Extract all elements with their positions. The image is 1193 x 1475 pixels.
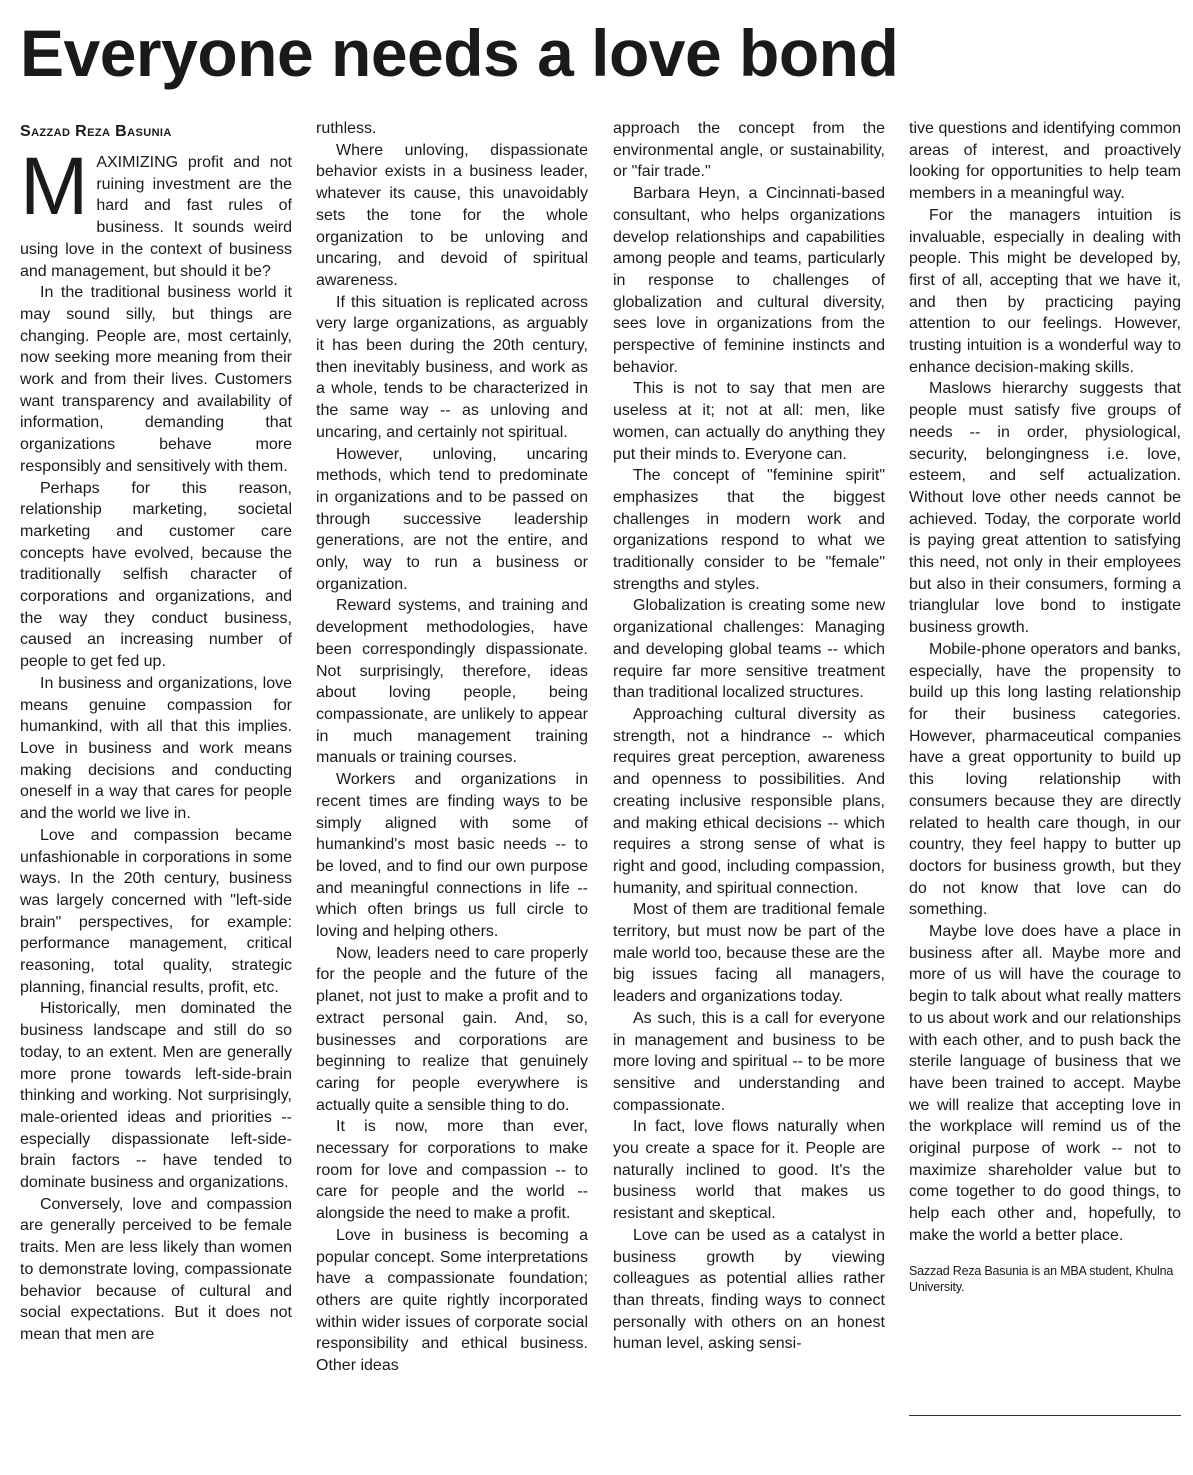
paragraph: Approaching cultural diversity as strength, not a hindrance -- which requires great perception, awareness and openness to possibilities. And creating inclusive responsible plans, and making ethical decisions -- which requires a strong sense of what is right and good, including compassion, humanity, and spiritual connection.: [613, 705, 885, 897]
paragraph: Most of them are traditional female territory, but must now be part of the male world too, because these are the big issues facing all managers, leaders and organizations today.: [613, 901, 885, 1006]
paragraph: However, unloving, uncaring methods, which tend to predominate in organizations and to be passed on through successive leadership generations, are not the entire, and only, way to run a business or organization.: [316, 445, 588, 593]
paragraph-continued: approach the concept from the environmental angle, or sustainability, or "fair trade.": [613, 120, 885, 181]
paragraph: The concept of "feminine spirit" emphasizes that the biggest challenges in modern work and organizations respond to what we traditionally consider to be "female" strengths and styles.: [613, 467, 885, 593]
paragraph-continued: tive questions and identifying common areas of interest, and proactively looking for opportunities to help team members in a meaningful way.: [909, 120, 1181, 203]
paragraph: In fact, love flows naturally when you create a space for it. People are naturally inclined to good. It's the business world that makes us resistant and skeptical.: [613, 1118, 885, 1223]
paragraph: Where unloving, dispassionate behavior exists in a business leader, whatever its cause, this unavoidably sets the tone for the whole organization to be unloving and uncaring, and devoid of spiritual awareness.: [316, 141, 588, 289]
paragraph: Historically, men dominated the business landscape and still do so today, to an extent. Men are generally more prone towards left-side-brain thinking and working. Not surprisingly, male-oriented ideas and priorities -- especially dispassionate left-side-brain factors -- have tended to dominate business and organizations.: [20, 1000, 292, 1192]
paragraph: Reward systems, and training and development methodologies, have been correspondingly dispassionate. Not surprisingly, therefore, ideas about loving people, being compassionate, are unlikely to appear in much management training manuals or training courses.: [316, 597, 588, 767]
paragraph: Conversely, love and compassion are generally perceived to be female traits. Men are less likely than women to demonstrate loving, compassionate behavior because of cultural and social expectations. But it does not mean that men are: [20, 1195, 292, 1343]
paragraph: As such, this is a call for everyone in management and business to be more loving and spiritual -- to be more sensitive and understanding and compassionate.: [613, 1009, 885, 1114]
paragraph: Globalization is creating some new organizational challenges: Managing and developing global teams -- which require far more sensitive treatment than traditional localized structures.: [613, 597, 885, 702]
column-2: [316, 118, 588, 1463]
lead-paragraph: [20, 141, 292, 282]
paragraph: For the managers intuition is invaluable, especially in dealing with people. This might be developed by, first of all, accepting that we have it, and then by practicing paying attention to our feelings. However, trusting intuition is a wonderful way to enhance decision-making skills.: [909, 206, 1181, 376]
paragraph: Maybe love does have a place in business after all. Maybe more and more of us will have the courage to begin to talk about what really matters to us about work and our relationships with each other, and to push back the sterile language of business that we have been trained to accept. Maybe we will realize that accepting love in the workplace will remind us of the original purpose of work -- not to maximize shareholder value but to come together to do good things, to help each other and, hopefully, to make the world a better place.: [909, 923, 1181, 1244]
paragraph: Love can be used as a catalyst in business growth by viewing colleagues as potential allies rather than threats, finding ways to connect personally with others on an honest human level, asking sensi-: [613, 1226, 885, 1353]
lead-text: AXIMIZING profit and not ruining investment are the hard and fast rules of business. It sounds weird using love in the context of business and management, but should it be?: [20, 154, 292, 280]
byline: Sazzad Reza Basunia: [20, 123, 172, 140]
drop-cap: M: [20, 141, 89, 232]
paragraph: This is not to say that men are useless at it; not at all: men, like women, can actually do anything they put their minds to. Everyone can.: [613, 380, 885, 463]
paragraph: It is now, more than ever, necessary for corporations to make room for love and compassion -- to care for people and the world -- alongside the need to make a profit.: [316, 1118, 588, 1223]
author-bio: Sazzad Reza Basunia is an MBA student, Khulna University.: [909, 1263, 1174, 1294]
column-3: [613, 118, 885, 1463]
paragraph: If this situation is replicated across very large organizations, as arguably it has been during the 20th century, then inevitably business, and work as a whole, tends to be characterized in the same way -- as unloving and uncaring, and certainly not spiritual.: [316, 293, 588, 441]
paragraph: In the traditional business world it may sound silly, but things are changing. People are, most certainly, now seeking more meaning from their work and from their lives. Customers want transparency and availability of information, demanding that organizations behave more responsibly and sensitively with them.: [20, 284, 292, 475]
paragraph: Perhaps for this reason, relationship marketing, societal marketing and customer care concepts have evolved, because the traditionally selfish character of corporations and organizations, and the way they conduct business, caused an increasing number of people to get fed up.: [20, 479, 292, 671]
column-1: [20, 122, 292, 1467]
paragraph: Maslows hierarchy suggests that people must satisfy five groups of needs -- in order, physiological, security, belongingness i.e. love, esteem, and self actualization. Without love other needs cannot be achieved. Today, the corporate world is paying great attention to satisfying this need, not only in their employees but also in their consumers, forming a trianglular love bond to instigate business growth.: [909, 380, 1181, 637]
headline: Everyone needs a love bond: [20, 16, 899, 90]
paragraph: Love and compassion became unfashionable in corporations in some ways. In the 20th century, business was largely concerned with "left-side brain" perspectives, for example: performance management, critical reasoning, total quality, strategic planning, financial results, profit, etc.: [20, 826, 292, 996]
paragraph: Barbara Heyn, a Cincinnati-based consultant, who helps organizations develop relationships and capabilities among people and teams, particularly in response to challenges of globalization and cultural diversity, sees love in organizations from the perspective of feminine instincts and behavior.: [613, 185, 885, 376]
paragraph: In business and organizations, love means genuine compassion for humankind, with all that this implies. Love in business and work means making decisions and conducting oneself in a way that cares for people and the world we live in.: [20, 674, 292, 823]
paragraph-continued: ruthless.: [316, 120, 377, 137]
paragraph: Now, leaders need to care properly for the people and the future of the planet, not just to make a profit and to extract personal gain. And, so, businesses and corporations are beginning to realize that genuinely caring for people everywhere is actually quite a sensible thing to do.: [316, 944, 588, 1114]
paragraph: Mobile-phone operators and banks, especially, have the propensity to build up this long lasting relationship for their business categories. However, pharmaceutical companies have a great opportunity to build up this loving relationship with consumers because they are directly related to health care though, in our country, they feel happy to butter up doctors for business growth, but they do not know that love can do something.: [909, 640, 1181, 919]
column-4: [909, 118, 1181, 1463]
paragraph: Workers and organizations in recent times are finding ways to be simply aligned with some of humankind's most basic needs -- to be loved, and to find our own purpose and meaningful connections in life -- which often brings us full circle to loving and helping others.: [316, 771, 588, 941]
end-rule: [909, 1415, 1181, 1416]
paragraph: Love in business is becoming a popular concept. Some interpretations have a compassionate foundation; others are quite rightly incorporated within wider issues of corporate social responsibility and ethical business. Other ideas: [316, 1226, 588, 1375]
